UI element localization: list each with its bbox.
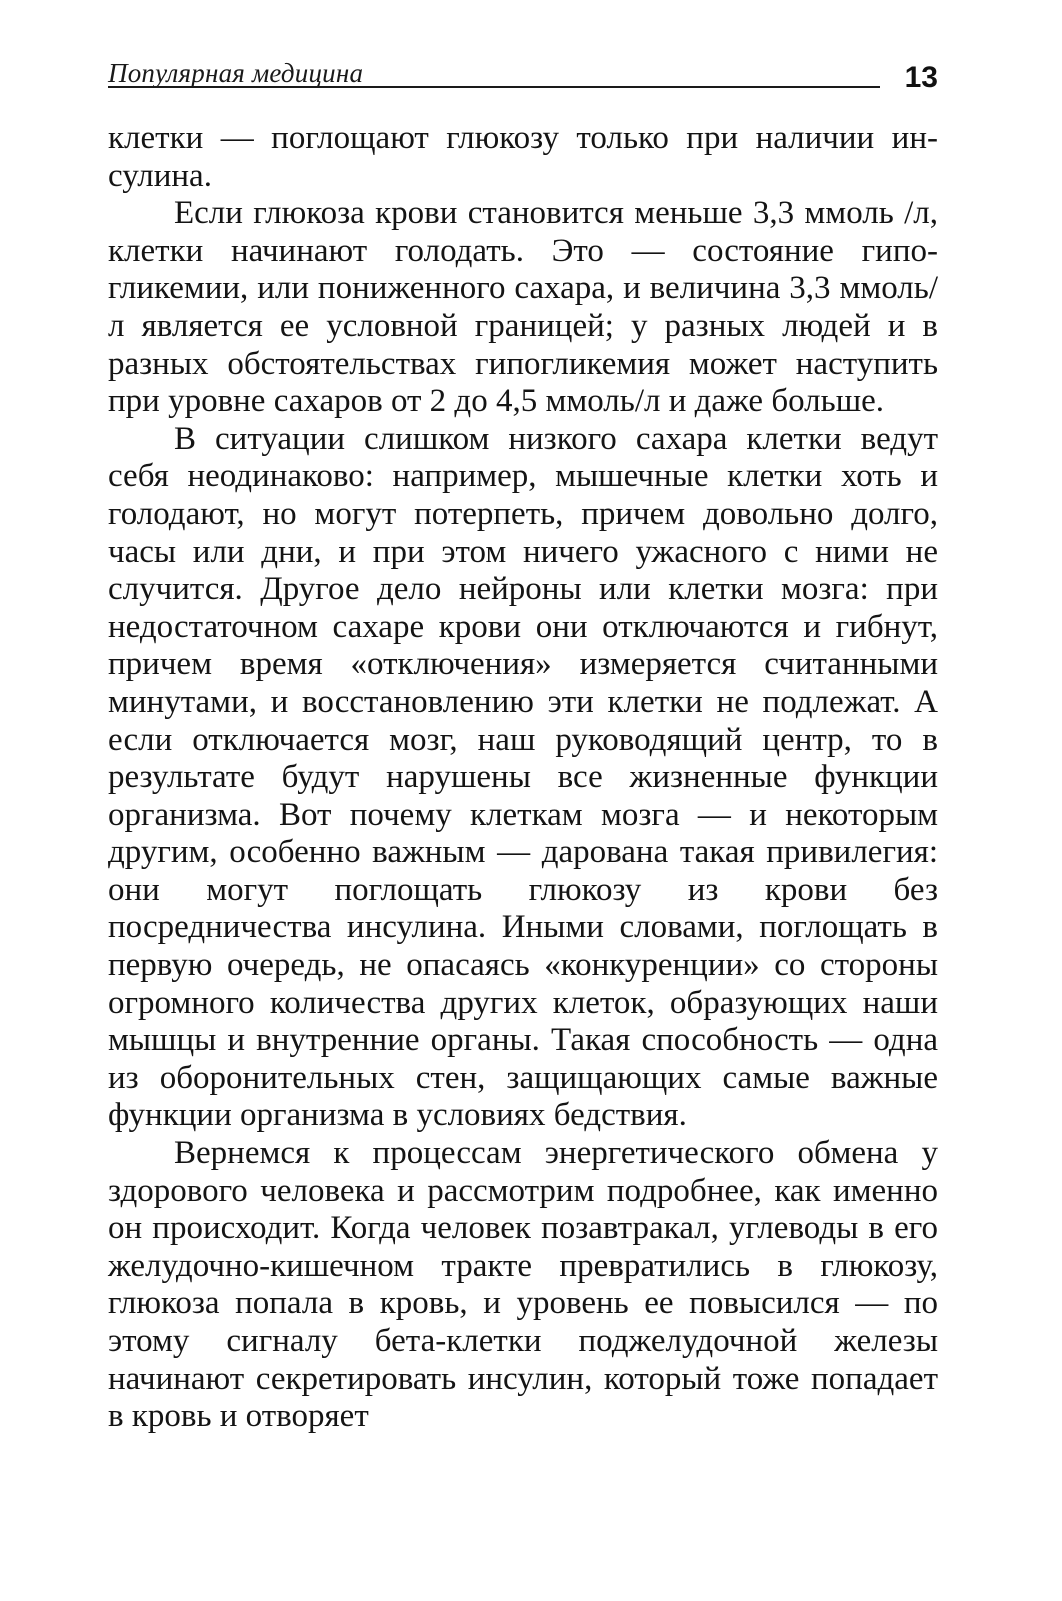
paragraph-hypoglycemia-threshold: Если глюкоза крови становится меньше 3,3 ммоль /л, клетки начинают голодать. Это — состояние гипогликемии, или пониженного сахара, и величина 3,3 ммоль/л является ее условной границей; у разных людей и в разных обстоятельствах гипогликемия может наступить при уровне сахаров от 2 до 4,5 ммоль/л и даже больше. — [108, 195, 938, 420]
running-header — [108, 56, 938, 100]
header-rule — [108, 86, 880, 88]
page-number: 13 — [904, 61, 938, 94]
paragraph-continuation: клетки — поглощают глюкозу только при наличии инсулина. — [108, 120, 938, 194]
running-title: Популярная медицина — [108, 58, 364, 88]
paragraph-brain-cells: В ситуации слишком низкого сахара клетки ведут себя неодинаково: например, мышечные клетки хоть и голодают, но могут потерпеть, причем довольно долго, часы или дни, и при этом ничего ужасного с ними не случится. Другое дело нейроны или клетки мозга: при недостаточном сахаре крови они отключаются и гибнут, причем время «отключения» измеряется считанными минутами, и восстановлению эти клетки не подлежат. А если отключается мозг, наш руководящий центр, то в результате будут нарушены все жизненные функции организма. Вот почему клеткам мозга — и некоторым другим, особенно важным — дарована такая привилегия: они могут поглощать глюкозу из крови без посредничества инсулина. Иными словами, поглощать в первую очередь, не опасаясь «конкуренции» со стороны огромного количества других клеток, образующих наши мышцы и внутренние органы. Такая способность — одна из оборонительных стен, защищающих самые важные функции организма в условиях бедствия. — [108, 420, 938, 1134]
paragraph-energy-metabolism: Вернемся к процессам энергетического обмена у здорового человека и рассмотрим подробнее, как именно он происходит. Когда человек позавтракал, углеводы в его желудочно-кишечном тракте превратились в глюкозу, глюкоза попала в кровь, и уровень ее повысился — по этому сигналу бета-клетки поджелудочной железы начинают секретировать инсулин, который тоже попадает в кровь и отворяет — [108, 1135, 938, 1435]
body-text — [108, 120, 938, 1436]
